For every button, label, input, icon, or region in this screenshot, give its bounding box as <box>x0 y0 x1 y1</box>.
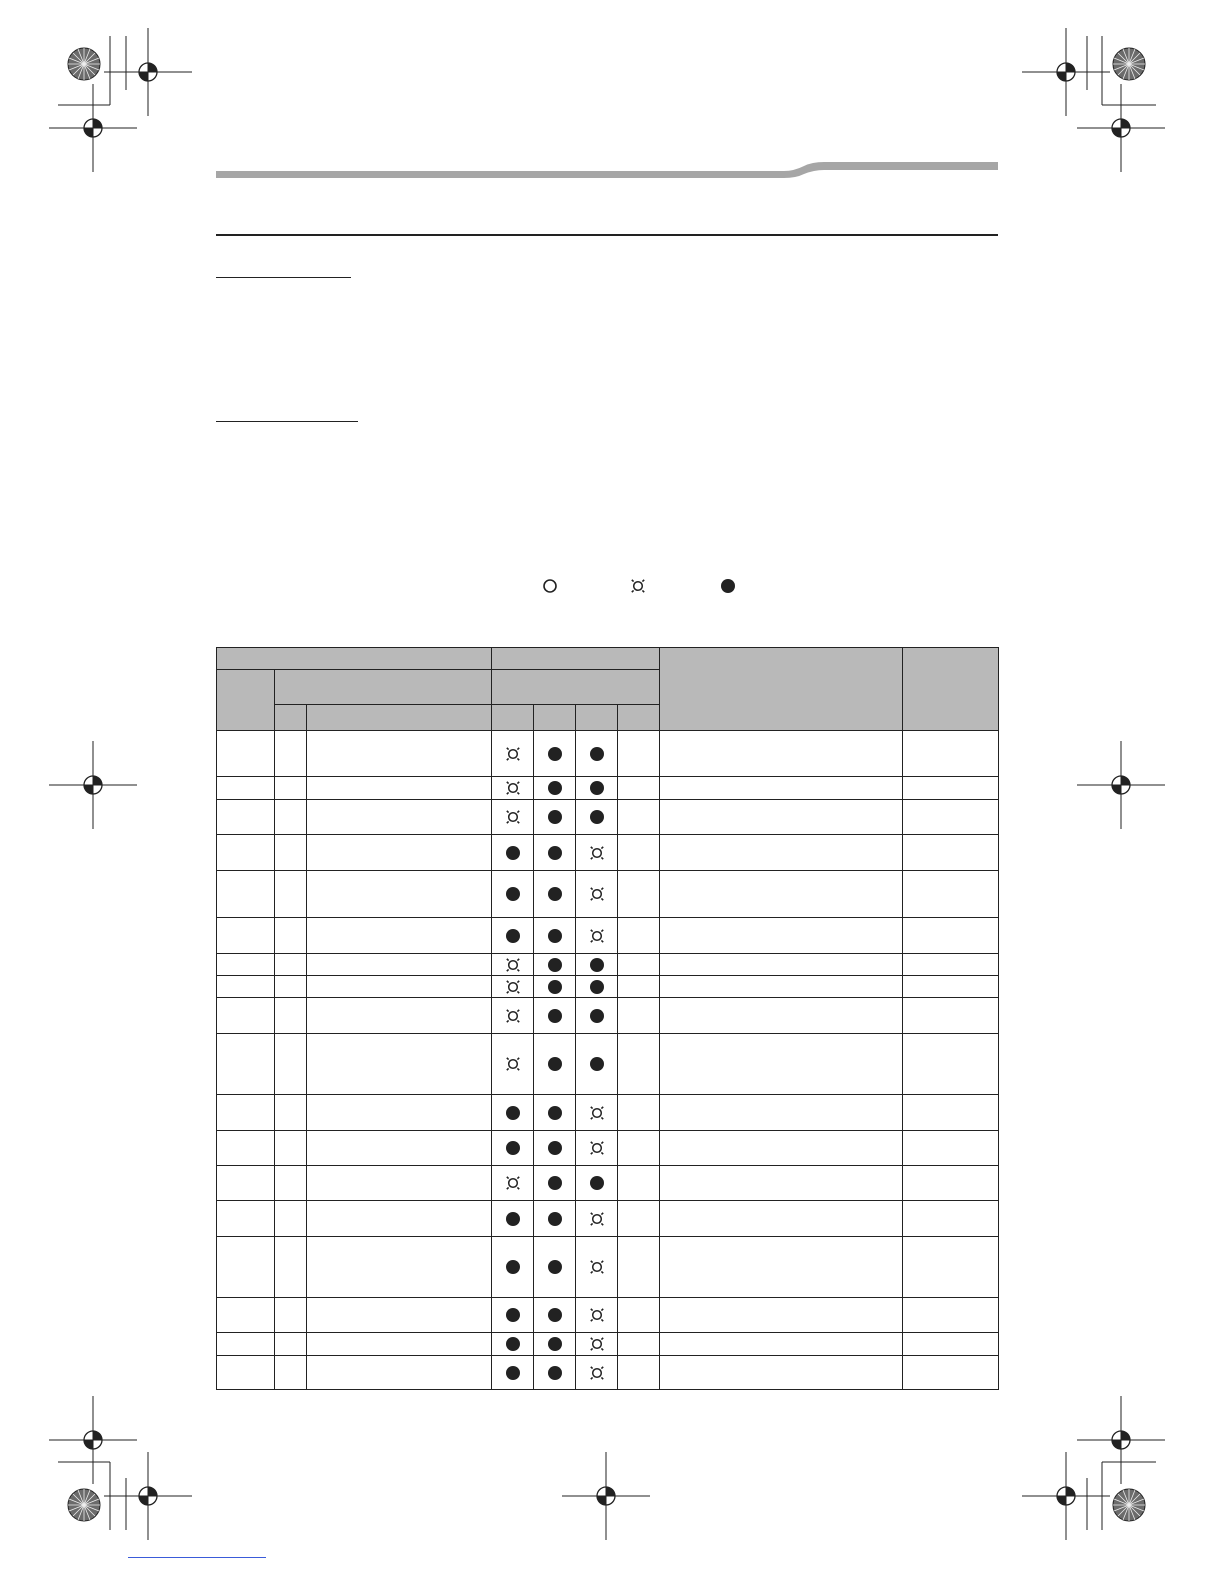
lamp-cell <box>576 1333 618 1356</box>
table-cell <box>618 976 660 998</box>
header-cell <box>492 648 660 670</box>
table-cell <box>903 800 999 835</box>
table-cell <box>307 1237 492 1298</box>
table-row <box>217 998 999 1034</box>
filled-circle-icon <box>589 780 605 796</box>
table-cell <box>275 835 307 871</box>
table-cell <box>618 998 660 1034</box>
table-cell <box>307 1298 492 1333</box>
table-cell <box>903 835 999 871</box>
table-cell <box>307 871 492 918</box>
filled-circle-icon <box>547 979 563 995</box>
filled-circle-icon <box>505 845 521 861</box>
header-band <box>214 160 1000 182</box>
lamp-cell <box>534 777 576 800</box>
flash-icon <box>589 1105 605 1121</box>
table-cell <box>275 800 307 835</box>
lamp-cell <box>576 1131 618 1166</box>
lamp-cell <box>492 918 534 954</box>
filled-circle-icon <box>547 1056 563 1072</box>
table-cell <box>275 954 307 976</box>
table-cell <box>618 731 660 777</box>
table-cell <box>217 835 275 871</box>
lamp-cell <box>534 1034 576 1095</box>
lamp-cell <box>576 954 618 976</box>
table-cell <box>618 1034 660 1095</box>
table-cell <box>903 1095 999 1131</box>
lamp-cell <box>534 1095 576 1131</box>
table-cell <box>660 1166 903 1201</box>
filled-circle-icon <box>547 886 563 902</box>
table-cell <box>660 918 903 954</box>
filled-circle-icon <box>505 1336 521 1352</box>
table-cell <box>660 731 903 777</box>
table-row <box>217 1095 999 1131</box>
table-cell <box>217 1201 275 1237</box>
filled-circle-icon <box>589 1056 605 1072</box>
lamp-cell <box>492 1356 534 1390</box>
table-cell <box>217 731 275 777</box>
table-cell <box>903 731 999 777</box>
lamp-cell <box>576 1237 618 1298</box>
table-row <box>217 777 999 800</box>
footer-link-underline <box>128 1557 266 1558</box>
header-cell <box>660 648 903 731</box>
filled-circle-icon <box>589 746 605 762</box>
filled-circle-icon <box>720 578 736 594</box>
table-cell <box>903 1298 999 1333</box>
table-cell <box>217 1356 275 1390</box>
filled-circle-icon <box>547 1008 563 1024</box>
lamp-cell <box>492 1166 534 1201</box>
lamp-cell <box>492 777 534 800</box>
table-cell <box>217 1333 275 1356</box>
table-cell <box>217 998 275 1034</box>
table-cell <box>660 1298 903 1333</box>
lamp-cell <box>534 835 576 871</box>
table-row <box>217 954 999 976</box>
table-cell <box>217 871 275 918</box>
table-cell <box>217 1166 275 1201</box>
open-circle-icon <box>542 578 558 594</box>
table-cell <box>275 998 307 1034</box>
table-cell <box>660 871 903 918</box>
table-cell <box>275 1095 307 1131</box>
lamp-cell <box>534 954 576 976</box>
filled-circle-icon <box>547 845 563 861</box>
table-cell <box>307 1095 492 1131</box>
table-cell <box>307 1201 492 1237</box>
flash-icon <box>589 928 605 944</box>
table-row <box>217 918 999 954</box>
table-cell <box>307 1333 492 1356</box>
table-cell <box>307 1166 492 1201</box>
header-cell <box>307 705 492 731</box>
lamp-cell <box>576 800 618 835</box>
header-cell <box>275 705 307 731</box>
filled-circle-icon <box>547 1105 563 1121</box>
table-cell <box>618 1356 660 1390</box>
flash-icon <box>589 1140 605 1156</box>
table-cell <box>618 777 660 800</box>
table-row <box>217 800 999 835</box>
table-cell <box>903 976 999 998</box>
header-cell <box>618 705 660 731</box>
table-cell <box>275 1201 307 1237</box>
flash-icon <box>505 1008 521 1024</box>
lamp-cell <box>576 1201 618 1237</box>
table-cell <box>660 1201 903 1237</box>
filled-circle-icon <box>547 1259 563 1275</box>
table-row <box>217 976 999 998</box>
filled-circle-icon <box>589 957 605 973</box>
filled-circle-icon <box>547 1140 563 1156</box>
header-cell <box>275 670 492 705</box>
filled-circle-icon <box>505 1259 521 1275</box>
header-cell <box>217 648 492 670</box>
table-cell <box>275 1298 307 1333</box>
table-cell <box>618 800 660 835</box>
table-cell <box>660 976 903 998</box>
table-row <box>217 731 999 777</box>
table-cell <box>217 1237 275 1298</box>
lamp-cell <box>492 1095 534 1131</box>
filled-circle-icon <box>547 1175 563 1191</box>
filled-circle-icon <box>505 1211 521 1227</box>
table-cell <box>618 1131 660 1166</box>
flash-icon <box>589 1211 605 1227</box>
table-row <box>217 1034 999 1095</box>
lamp-cell <box>492 1333 534 1356</box>
table-row <box>217 1298 999 1333</box>
table-cell <box>275 871 307 918</box>
section-heading-underline-2 <box>216 421 358 422</box>
flash-icon <box>505 1175 521 1191</box>
lamp-cell <box>534 731 576 777</box>
table-cell <box>660 1237 903 1298</box>
lamp-cell <box>576 1356 618 1390</box>
header-cell <box>492 670 660 705</box>
lamp-cell <box>576 1166 618 1201</box>
lamp-cell <box>534 871 576 918</box>
table-cell <box>275 731 307 777</box>
lamp-cell <box>534 1298 576 1333</box>
lamp-cell <box>576 871 618 918</box>
header-cell <box>492 705 534 731</box>
table-cell <box>618 1166 660 1201</box>
table-cell <box>660 800 903 835</box>
filled-circle-icon <box>547 780 563 796</box>
table-cell <box>307 777 492 800</box>
flash-icon <box>630 578 646 594</box>
lamp-status-table <box>216 647 999 1390</box>
table-cell <box>660 777 903 800</box>
filled-circle-icon <box>589 809 605 825</box>
header-cell <box>534 705 576 731</box>
lamp-cell <box>576 998 618 1034</box>
table-cell <box>307 998 492 1034</box>
filled-circle-icon <box>505 886 521 902</box>
table-row <box>217 835 999 871</box>
table-cell <box>618 918 660 954</box>
table-cell <box>275 1237 307 1298</box>
table-cell <box>307 1131 492 1166</box>
table-cell <box>307 1034 492 1095</box>
title-rule <box>216 234 998 236</box>
filled-circle-icon <box>505 1365 521 1381</box>
flash-icon <box>505 957 521 973</box>
table-cell <box>618 954 660 976</box>
table-cell <box>307 835 492 871</box>
filled-circle-icon <box>547 1336 563 1352</box>
table-cell <box>275 777 307 800</box>
table-cell <box>903 1201 999 1237</box>
table-cell <box>217 976 275 998</box>
table-cell <box>903 1166 999 1201</box>
table-cell <box>618 1298 660 1333</box>
filled-circle-icon <box>547 1211 563 1227</box>
table-cell <box>275 1166 307 1201</box>
filled-circle-icon <box>589 979 605 995</box>
table-row <box>217 1166 999 1201</box>
lamp-cell <box>492 1034 534 1095</box>
lamp-cell <box>534 800 576 835</box>
lamp-legend <box>540 576 750 596</box>
table-cell <box>660 1356 903 1390</box>
table-cell <box>903 1333 999 1356</box>
lamp-cell <box>534 1356 576 1390</box>
table-cell <box>217 777 275 800</box>
lamp-cell <box>534 1333 576 1356</box>
lamp-cell <box>492 1298 534 1333</box>
table-cell <box>903 998 999 1034</box>
table-cell <box>217 1131 275 1166</box>
lamp-cell <box>576 835 618 871</box>
flash-icon <box>589 1307 605 1323</box>
table-cell <box>660 1333 903 1356</box>
lamp-cell <box>576 1298 618 1333</box>
flash-icon <box>505 1056 521 1072</box>
lamp-cell <box>534 1201 576 1237</box>
flash-icon <box>505 780 521 796</box>
table-cell <box>275 1034 307 1095</box>
filled-circle-icon <box>505 1140 521 1156</box>
filled-circle-icon <box>505 928 521 944</box>
filled-circle-icon <box>547 957 563 973</box>
lamp-cell <box>576 1095 618 1131</box>
table-cell <box>307 954 492 976</box>
lamp-cell <box>492 1201 534 1237</box>
filled-circle-icon <box>547 928 563 944</box>
filled-circle-icon <box>547 1365 563 1381</box>
lamp-cell <box>492 800 534 835</box>
lamp-cell <box>534 998 576 1034</box>
header-cell <box>903 648 999 731</box>
lamp-cell <box>492 871 534 918</box>
table-cell <box>660 998 903 1034</box>
lamp-cell <box>576 777 618 800</box>
lamp-cell <box>492 731 534 777</box>
table-cell <box>275 1131 307 1166</box>
flash-icon <box>589 886 605 902</box>
table-cell <box>217 1034 275 1095</box>
lamp-cell <box>492 998 534 1034</box>
table-cell <box>217 918 275 954</box>
table-cell <box>903 1034 999 1095</box>
lamp-cell <box>576 918 618 954</box>
filled-circle-icon <box>505 1307 521 1323</box>
table-cell <box>307 918 492 954</box>
lamp-cell <box>534 976 576 998</box>
filled-circle-icon <box>547 809 563 825</box>
header-cell <box>217 670 275 731</box>
lamp-cell <box>576 1034 618 1095</box>
filled-circle-icon <box>589 1175 605 1191</box>
lamp-cell <box>492 954 534 976</box>
table-cell <box>903 954 999 976</box>
table-cell <box>217 954 275 976</box>
table-cell <box>618 835 660 871</box>
lamp-cell <box>534 1131 576 1166</box>
flash-icon <box>589 1336 605 1352</box>
table-cell <box>660 1034 903 1095</box>
flash-icon <box>589 845 605 861</box>
lamp-cell <box>492 835 534 871</box>
table-row <box>217 871 999 918</box>
table-cell <box>660 1095 903 1131</box>
flash-icon <box>589 1365 605 1381</box>
lamp-cell <box>492 1131 534 1166</box>
filled-circle-icon <box>505 1105 521 1121</box>
table-cell <box>660 954 903 976</box>
header-cell <box>576 705 618 731</box>
lamp-cell <box>534 1166 576 1201</box>
table-cell <box>275 976 307 998</box>
table-cell <box>903 918 999 954</box>
lamp-cell <box>534 1237 576 1298</box>
table-cell <box>618 1333 660 1356</box>
filled-circle-icon <box>589 1008 605 1024</box>
table-cell <box>903 1356 999 1390</box>
table-cell <box>275 918 307 954</box>
table-cell <box>307 800 492 835</box>
table-cell <box>217 800 275 835</box>
table-cell <box>217 1095 275 1131</box>
lamp-cell <box>534 918 576 954</box>
table-row <box>217 1333 999 1356</box>
lamp-cell <box>492 1237 534 1298</box>
table-row <box>217 1237 999 1298</box>
table-row <box>217 1356 999 1390</box>
lamp-cell <box>492 976 534 998</box>
table-cell <box>217 1298 275 1333</box>
lamp-cell <box>576 731 618 777</box>
table-cell <box>903 871 999 918</box>
table-cell <box>618 1237 660 1298</box>
table-cell <box>903 1237 999 1298</box>
section-heading-underline-1 <box>216 277 351 278</box>
table-cell <box>660 835 903 871</box>
table-cell <box>307 976 492 998</box>
table-cell <box>275 1356 307 1390</box>
table-cell <box>275 1333 307 1356</box>
flash-icon <box>505 809 521 825</box>
flash-icon <box>589 1259 605 1275</box>
table-cell <box>903 1131 999 1166</box>
table-cell <box>903 777 999 800</box>
table-cell <box>307 1356 492 1390</box>
flash-icon <box>505 979 521 995</box>
lamp-cell <box>576 976 618 998</box>
table-row <box>217 1201 999 1237</box>
table-cell <box>618 1095 660 1131</box>
table-cell <box>307 731 492 777</box>
table-row <box>217 1131 999 1166</box>
table-cell <box>660 1131 903 1166</box>
table-cell <box>618 1201 660 1237</box>
filled-circle-icon <box>547 1307 563 1323</box>
filled-circle-icon <box>547 746 563 762</box>
flash-icon <box>505 746 521 762</box>
table-cell <box>618 871 660 918</box>
